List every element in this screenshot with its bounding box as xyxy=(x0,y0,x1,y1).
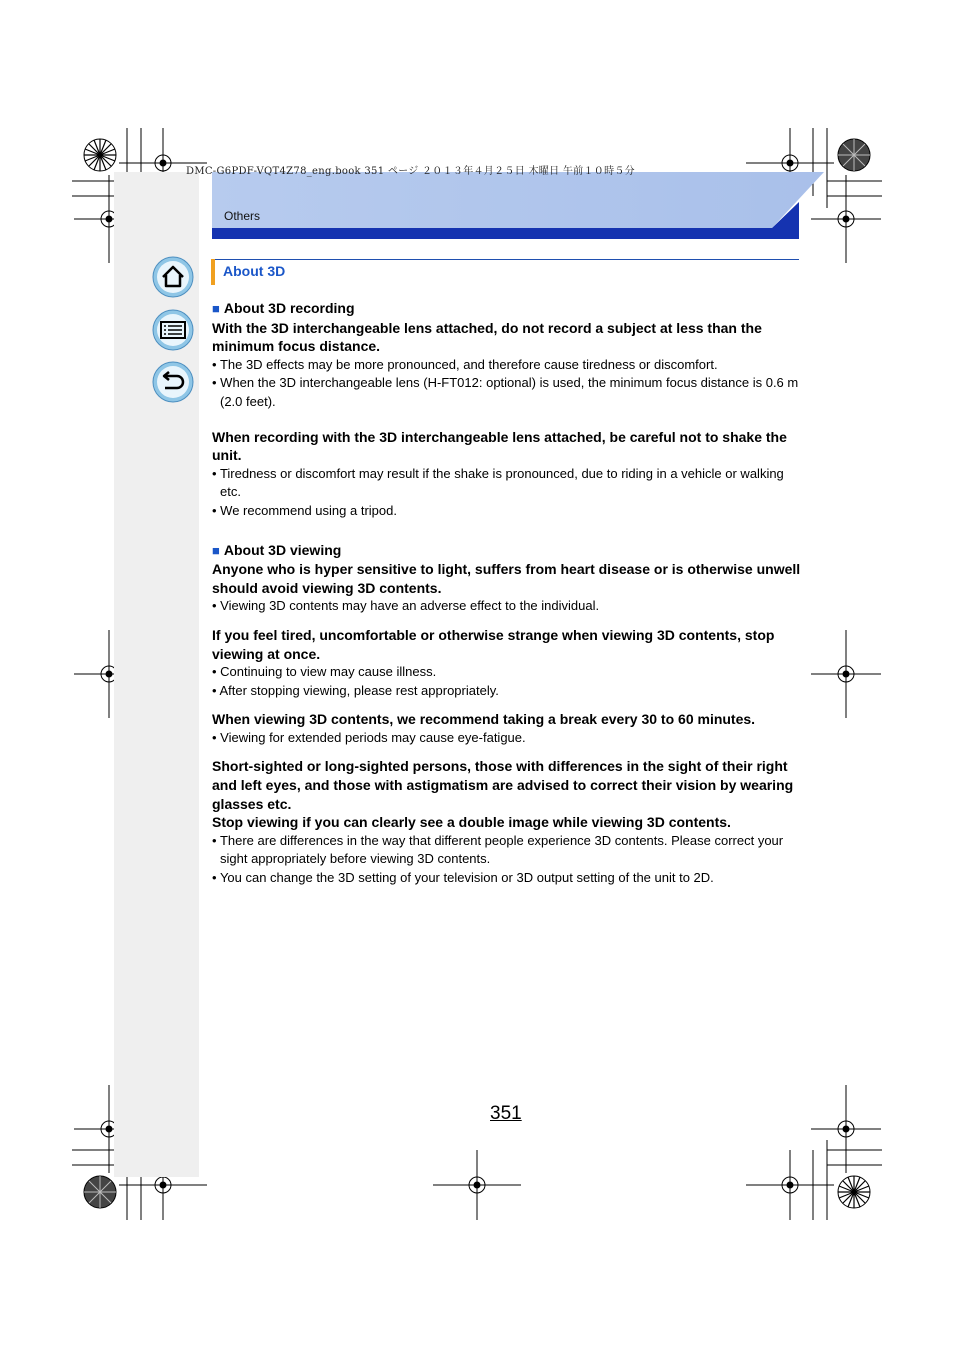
bullet-item: • Continuing to view may cause illness. xyxy=(212,664,437,680)
menu-list-button[interactable] xyxy=(152,309,194,351)
square-bullet-icon: ■ xyxy=(212,301,220,316)
bullet-item: • We recommend using a tripod. xyxy=(212,502,397,518)
warning-title: If you feel tired, uncomfortable or otherwise strange when viewing 3D contents, stop viewing at once. xyxy=(212,626,775,662)
warning-title: Stop viewing if you can clearly see a double image while viewing 3D contents. xyxy=(212,814,731,831)
bullet-item: • There are differences in the way that different people experience 3D contents. Please correct your sight appropriately before viewing 3D contents. xyxy=(212,832,784,867)
page-number: 351 xyxy=(490,1103,522,1124)
bullet-item: • Viewing 3D contents may have an adverse effect to the individual. xyxy=(212,598,600,614)
warning-title: Short-sighted or long-sighted persons, those with differences in the sight of their right and left eyes, and those with astigmatism are advised to correct their vision by wearing glasses etc. xyxy=(212,758,794,812)
section-rule xyxy=(211,259,799,260)
section-title: About 3D xyxy=(223,263,286,279)
subheading-viewing: ■ About 3D viewing xyxy=(212,541,342,558)
bullet-item: • Viewing for extended periods may cause eye-fatigue. xyxy=(212,729,526,745)
section-accent-bar xyxy=(211,259,215,285)
bullet-item: • When the 3D interchangeable lens (H-FT012: optional) is used, the minimum focus distance is 0.6 m (2.0 feet). xyxy=(212,375,799,409)
square-bullet-icon: ■ xyxy=(212,542,220,558)
main-content xyxy=(212,299,802,888)
warning-title: Anyone who is hyper sensitive to light, suffers from heart disease or is otherwise unwell should avoid viewing 3D contents. xyxy=(212,561,801,596)
back-button[interactable] xyxy=(152,361,194,403)
bullet-item: • After stopping viewing, please rest appropriately. xyxy=(212,682,499,698)
menu-list-icon xyxy=(152,309,194,351)
print-info-line: DMC-G6PDF-VQT4Z78_eng.book 351 ページ ２０１３年４月２５日 木曜日 午前１０時５分 xyxy=(186,166,635,177)
bullet-item: • You can change the 3D setting of your television or 3D output setting of the unit to 2D. xyxy=(212,870,714,886)
home-button[interactable] xyxy=(152,256,194,298)
home-icon xyxy=(152,256,194,298)
warning-title: When viewing 3D contents, we recommend taking a break every 30 to 60 minutes. xyxy=(212,711,756,728)
warning-title: With the 3D interchangeable lens attached, do not record a subject at less than the minimum focus distance. xyxy=(212,319,762,355)
back-icon xyxy=(152,361,194,403)
subheading-recording: ■ About 3D recording xyxy=(212,300,355,316)
bullet-item: • The 3D effects may be more pronounced, and therefore cause tiredness or discomfort. xyxy=(212,356,718,372)
header-section-label: Others xyxy=(224,209,261,223)
bullet-item: • Tiredness or discomfort may result if the shake is pronounced, due to riding in a vehicle or walking etc. xyxy=(212,465,784,500)
header-band xyxy=(212,172,799,240)
warning-title: When recording with the 3D interchangeable lens attached, be careful not to shake the unit. xyxy=(212,428,787,464)
